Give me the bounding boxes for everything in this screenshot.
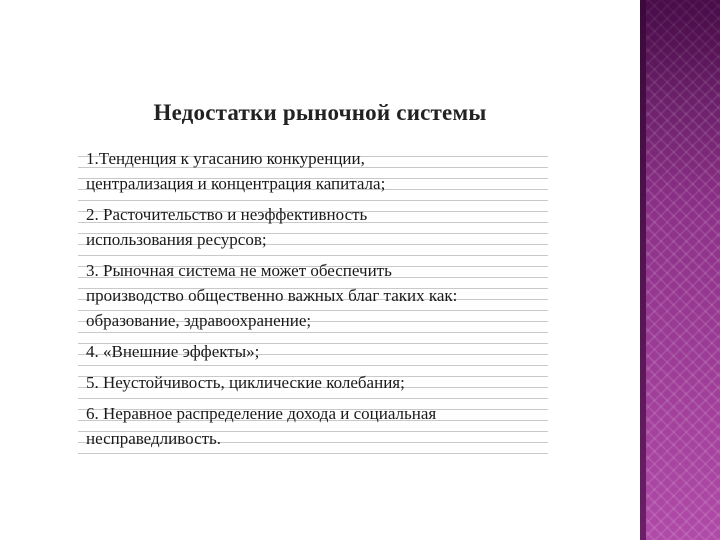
list-item-line: 4. «Внешние эффекты»; [86,342,260,361]
list-item [78,258,548,333]
list-item-line: 5. Неустойчивость, циклические колебания; [86,373,405,392]
list-item-line: 1.Тенденция к угасанию конкуренции, [86,149,365,168]
decorative-side-panel [640,0,720,540]
ruled-text-box [78,146,548,456]
list-item [78,146,548,196]
list-item-line: образование, здравоохранение; [86,311,312,330]
list-item [78,370,548,395]
list-item-line: 6. Неравное распределение дохода и социальная [86,404,437,423]
list-item-line: несправедливость. [86,429,222,448]
list-item-line: 2. Расточительство и неэффективность [86,205,368,224]
list-item-line: 3. Рыночная система не может обеспечить [86,261,392,280]
list-item-line: централизация и концентрация капитала; [86,174,386,193]
list-item-line: использования ресурсов; [86,230,267,249]
list-item [78,401,548,451]
list-item-line: производство общественно важных благ таких как: [86,286,458,305]
slide-title: Недостатки рыночной системы [153,100,487,125]
list-item [78,339,548,364]
list-item [78,202,548,252]
